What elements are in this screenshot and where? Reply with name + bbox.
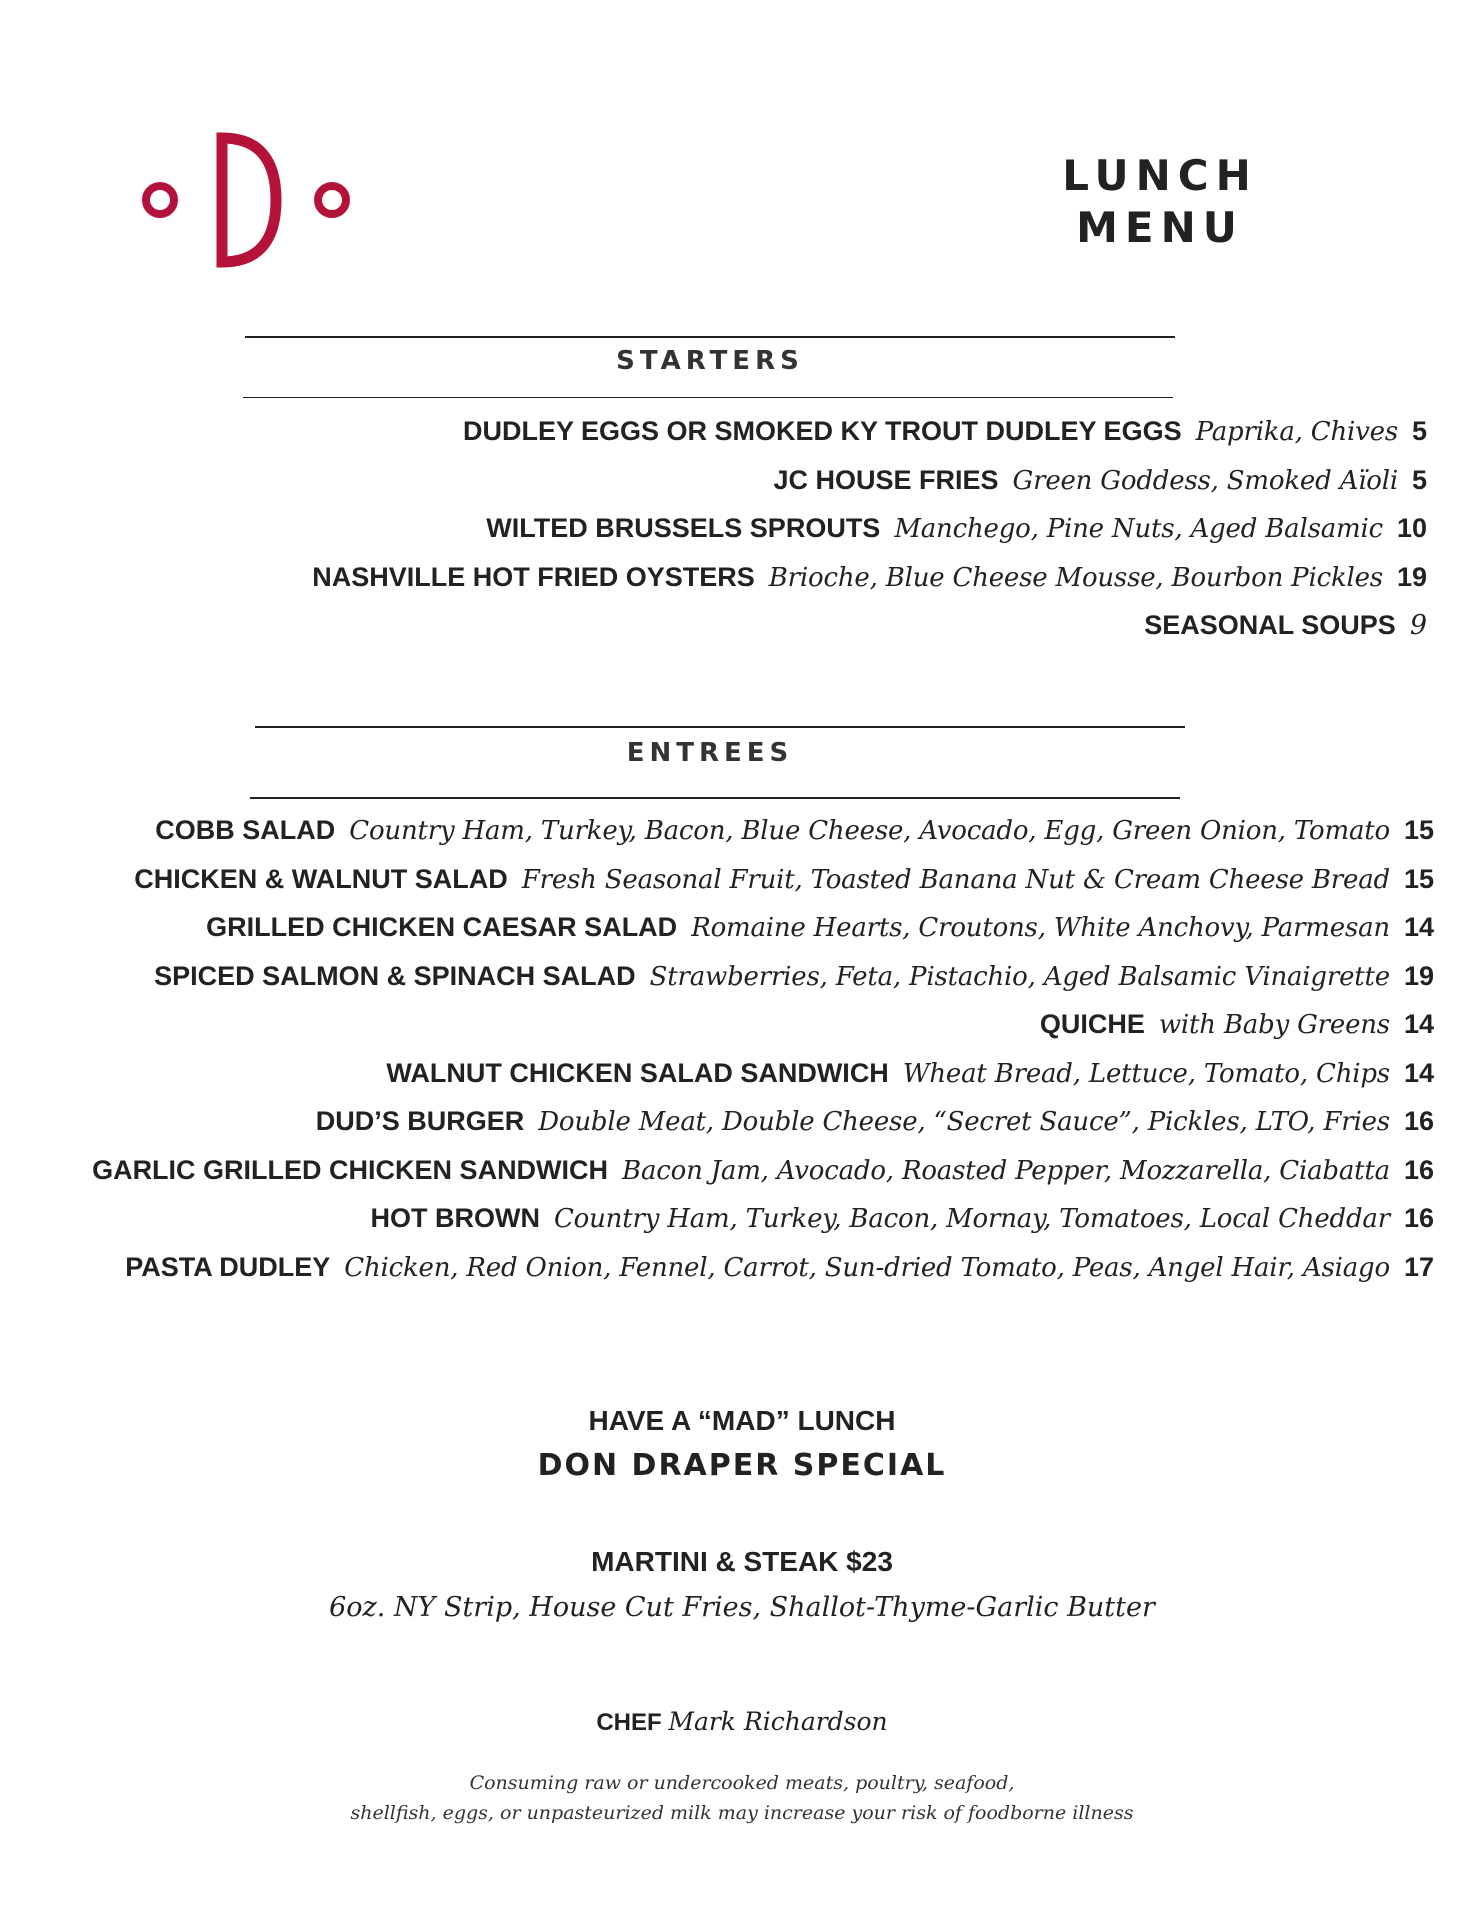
- entrees-bottom-divider: [250, 797, 1180, 799]
- menu-item: [92, 1058, 1434, 1107]
- menu-item: [92, 1203, 1434, 1252]
- page-title: [1010, 150, 1310, 254]
- special-name: DON DRAPER SPECIAL: [537, 1448, 947, 1483]
- item-name: NASHVILLE HOT FRIED OYSTERS: [312, 561, 755, 592]
- item-name: SEASONAL SOUPS: [1144, 610, 1396, 640]
- item-name: COBB SALAD: [155, 815, 336, 845]
- item-name: JC HOUSE FRIES: [773, 464, 999, 495]
- menu-item: [312, 610, 1427, 659]
- chef-name: Mark Richardson: [668, 1707, 888, 1736]
- item-price: 14: [1403, 912, 1434, 942]
- item-description: Strawberries, Feta, Pistachio, Aged Balsamic Vinaigrette: [649, 961, 1390, 992]
- item-price: 10: [1396, 513, 1427, 543]
- item-price: 9: [1409, 610, 1427, 641]
- item-price: 14: [1403, 1009, 1434, 1039]
- starters-section-title: STARTERS: [616, 346, 804, 376]
- item-price: 5: [1411, 464, 1427, 495]
- item-price: 14: [1403, 1057, 1434, 1088]
- starters-bottom-divider: [243, 397, 1173, 398]
- chef-label: CHEF: [596, 1709, 662, 1736]
- menu-item: [92, 1009, 1434, 1058]
- item-name: PASTA DUDLEY: [125, 1251, 331, 1282]
- menu-item: [92, 1155, 1434, 1204]
- item-name: GRILLED CHICKEN CAESAR SALAD: [206, 912, 678, 942]
- item-price: 15: [1403, 815, 1434, 845]
- starters-list: [312, 416, 1427, 659]
- menu-item: [312, 465, 1427, 514]
- page-title-line1: LUNCH: [1062, 151, 1258, 200]
- item-price: 17: [1403, 1251, 1434, 1282]
- item-description: Green Goddess, Smoked Aïoli: [1012, 465, 1398, 496]
- item-description: Country Ham, Turkey, Bacon, Blue Cheese, Avocado, Egg, Green Onion, Tomato: [349, 816, 1390, 846]
- item-name: WILTED BRUSSELS SPROUTS: [486, 513, 881, 543]
- chef-credit: [0, 1707, 1484, 1737]
- menu-item: [92, 1106, 1434, 1155]
- item-description: Double Meat, Double Cheese, “Secret Sauce”, Pickles, LTO, Fries: [538, 1107, 1390, 1137]
- item-name: WALNUT CHICKEN SALAD SANDWICH: [386, 1057, 889, 1088]
- entrees-section-title: ENTREES: [626, 738, 794, 768]
- health-warning: [0, 1768, 1484, 1828]
- menu-item: [92, 864, 1434, 913]
- menu-item: [312, 562, 1427, 611]
- item-description: Country Ham, Turkey, Bacon, Mornay, Tomatoes, Local Cheddar: [553, 1204, 1390, 1234]
- item-name: SPICED SALMON & SPINACH SALAD: [154, 960, 636, 991]
- warning-line: Consuming raw or undercooked meats, poultry, seafood,: [469, 1772, 1015, 1794]
- item-price: 16: [1403, 1106, 1434, 1136]
- menu-item: [92, 961, 1434, 1010]
- item-name: CHICKEN & WALNUT SALAD: [134, 863, 508, 894]
- menu-item: [92, 912, 1434, 961]
- menu-item: [92, 815, 1434, 864]
- item-price: 19: [1403, 960, 1434, 991]
- menu-item: [312, 513, 1427, 562]
- item-name: DUDLEY EGGS OR SMOKED KY TROUT DUDLEY EGGS: [462, 416, 1182, 446]
- item-price: 19: [1396, 561, 1427, 592]
- page-title-line2: MENU: [1076, 203, 1244, 252]
- entrees-top-divider: [255, 726, 1185, 728]
- starters-top-divider: [245, 336, 1175, 338]
- item-description: Fresh Seasonal Fruit, Toasted Banana Nut & Cream Cheese Bread: [521, 864, 1390, 895]
- item-description: Brioche, Blue Cheese Mousse, Bourbon Pickles: [768, 562, 1383, 593]
- item-description: Romaine Hearts, Croutons, White Anchovy, Parmesan: [691, 913, 1390, 943]
- item-description: Paprika, Chives: [1195, 417, 1398, 447]
- item-price: 16: [1403, 1203, 1434, 1233]
- warning-line: shellfish, eggs, or unpasteurized milk may increase your risk of foodborne illness: [350, 1802, 1134, 1824]
- item-name: GARLIC GRILLED CHICKEN SANDWICH: [92, 1154, 609, 1185]
- item-name: DUD’S BURGER: [315, 1106, 525, 1136]
- item-price: 16: [1403, 1154, 1434, 1185]
- item-price: 5: [1411, 416, 1427, 446]
- item-description: Bacon Jam, Avocado, Roasted Pepper, Mozzarella, Ciabatta: [622, 1155, 1390, 1186]
- menu-item: [92, 1252, 1434, 1301]
- item-description: Chicken, Red Onion, Fennel, Carrot, Sun-dried Tomato, Peas, Angel Hair, Asiago: [344, 1252, 1390, 1283]
- item-price: 15: [1403, 863, 1434, 894]
- entrees-list: [92, 815, 1434, 1300]
- item-description: with Baby Greens: [1158, 1010, 1390, 1040]
- menu-item: [312, 416, 1427, 465]
- odo-logo-icon: [140, 130, 360, 270]
- special-title: MARTINI & STEAK $23: [591, 1546, 893, 1577]
- promo-line: HAVE A “MAD” LUNCH: [588, 1405, 896, 1436]
- item-description: Wheat Bread, Lettuce, Tomato, Chips: [902, 1058, 1390, 1089]
- item-name: HOT BROWN: [370, 1203, 540, 1233]
- item-name: QUICHE: [1039, 1009, 1145, 1039]
- item-description: Manchego, Pine Nuts, Aged Balsamic: [894, 514, 1383, 544]
- special-description: 6oz. NY Strip, House Cut Fries, Shallot-Thyme-Garlic Butter: [329, 1592, 1155, 1623]
